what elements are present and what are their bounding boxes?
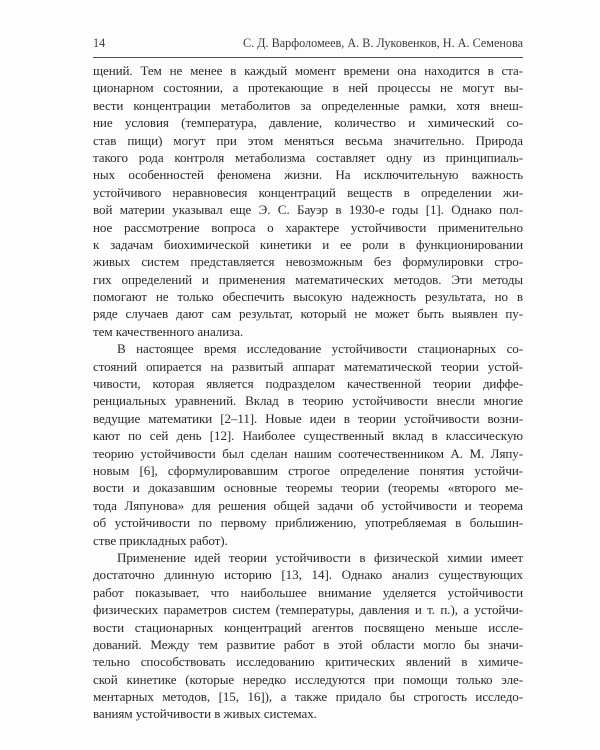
text-line: ряде случаев дают сам результат, который не может быть выявлен пу- <box>93 306 523 322</box>
text-line: ных особенностей феномена жизни. На исключительную важность <box>93 167 523 183</box>
text-line: физических параметров систем (температуры, давления и т. п.), а устойчи- <box>93 602 523 618</box>
text-line: тода Ляпунова» для решения общей задачи об устойчивости и теорема <box>93 497 523 513</box>
text-line: ментарных методов, [15, 16]), а также придало бы строгость исследо- <box>93 689 523 705</box>
header-rule <box>93 57 523 58</box>
text-line: теорию устойчивости был сделан нашим соотечественником А. М. Ляпу- <box>93 445 523 461</box>
text-line: вести концентрации метаболитов за определенные рамки, хотя внеш- <box>93 97 523 113</box>
text-line: ное рассмотрение вопроса о характере устойчивости применительно <box>93 219 523 235</box>
text-line: тельно способствовать исследованию критических явлений в химиче- <box>93 654 523 670</box>
running-head <box>93 36 523 50</box>
text-line: ведущие математики [2–11]. Новые идеи в теории устойчивости возни- <box>93 410 523 426</box>
text-line: ционарном состоянии, а протекающие в ней процессы не могут вы- <box>93 80 523 96</box>
text-line: такого рода контроля метаболизма составляет одну из принципиаль- <box>93 149 523 165</box>
text-line: Применение идей теории устойчивости в физической химии имеет <box>117 549 523 565</box>
running-head-authors: С. Д. Варфоломеев, А. В. Луковенков, Н. А. Семенова <box>242 36 523 50</box>
paragraph <box>93 549 523 723</box>
text-line: устойчивого неравновесия концентраций веществ в определении жи- <box>93 184 523 200</box>
text-line: стояний опирается на развитый аппарат математической теории устой- <box>93 358 523 374</box>
text-line: стве прикладных работ). <box>93 532 228 548</box>
text-line: вой материи указывал еще Э. С. Бауэр в 1930-е годы [1]. Однако пол- <box>93 202 523 218</box>
text-line: щений. Тем не менее в каждый момент времени она находится в ста- <box>93 63 523 78</box>
text-line: В настоящее время исследование устойчивости стационарных со- <box>117 341 523 357</box>
text-line: гих определений и применения математических методов. Эти методы <box>93 271 523 287</box>
text-line: новым [6], сформулировавшим строгое определение понятия устойчи- <box>93 462 523 478</box>
text-line: тем качественного анализа. <box>93 323 244 339</box>
body-text <box>93 62 523 723</box>
text-line: ваниям устойчивости в живых системах. <box>93 706 317 722</box>
text-line: ние условия (температура, давление, количество и химический со- <box>93 115 523 131</box>
text-line: достаточно длинную историю [13, 14]. Однако анализ существующих <box>93 567 523 583</box>
text-line: живых систем представляется невозможным без формулировки стро- <box>93 254 523 270</box>
paragraph <box>93 340 523 549</box>
text-line: вости стационарных концентраций агентов посвящено меньше иссле- <box>93 619 523 635</box>
page-number: 14 <box>93 36 106 50</box>
text-line: работ показывает, что наибольшее внимание уделяется устойчивости <box>93 584 523 600</box>
text-line: дований. Между тем развитие работ в этой области могло бы значи- <box>93 636 523 652</box>
text-line: став пищи) могут при этом меняться весьма значительно. Природа <box>93 132 523 148</box>
text-line: ренциальных уравнений. Вклад в теорию устойчивости внесли многие <box>93 393 523 409</box>
paragraph <box>93 62 523 340</box>
text-line: помогают не только обеспечить высокую надежность результата, но в <box>93 289 523 305</box>
text-line: вости и доказавшим основные теоремы теории (теоремы «второго ме- <box>93 480 523 496</box>
text-line: ской кинетике (которые нередко исследуются при помощи только эле- <box>93 671 523 687</box>
text-line: чивости, которая является подразделом качественной теории диффе- <box>93 376 523 392</box>
text-line: к задачам биохимической кинетики и ее роли в функционировании <box>93 236 523 252</box>
text-line: об устойчивости по первому приближению, употребляемая в большин- <box>93 515 523 531</box>
text-line: кают по сей день [12]. Наиболее существенный вклад в классическую <box>93 428 523 444</box>
